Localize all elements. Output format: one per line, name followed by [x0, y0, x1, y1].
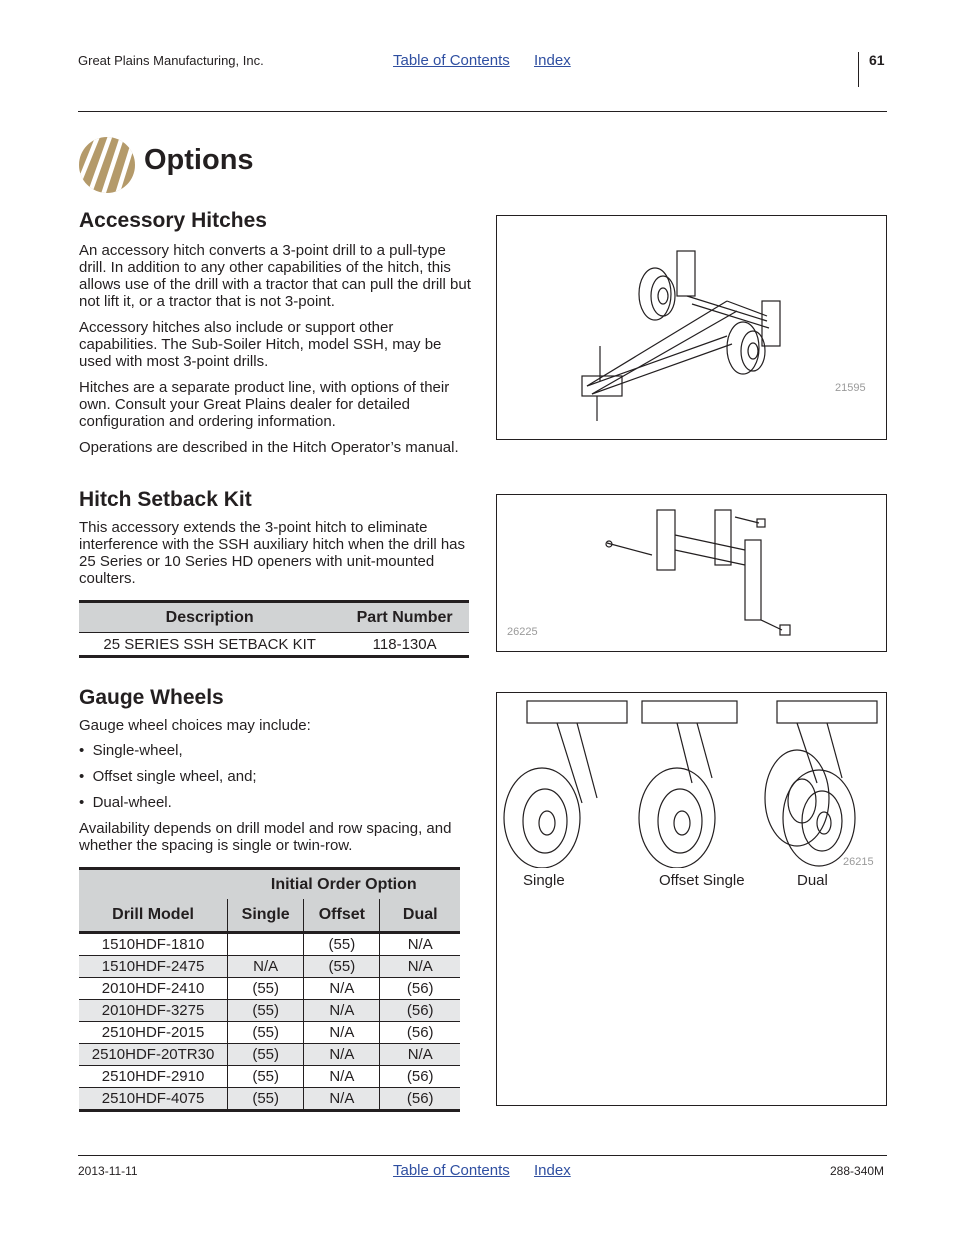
- gauge-wheel-table: [79, 867, 460, 1112]
- table-cell: 25 SERIES SSH SETBACK KIT: [79, 633, 340, 657]
- table-cell: (55): [228, 1088, 304, 1111]
- table-row: [79, 1066, 460, 1088]
- column-header: Description: [79, 602, 340, 633]
- table-cell: (55): [304, 933, 380, 956]
- table-cell: (56): [380, 1088, 460, 1111]
- table-cell: 2510HDF-2910: [79, 1066, 228, 1088]
- paragraph: An accessory hitch converts a 3-point drill to a pull-type drill. In addition to any other capabilities of the hitch, this allows use of the drill with a tractor that can pull the drill but not lift it, or a tractor that is not 3-point.: [79, 242, 471, 310]
- table-cell: (55): [304, 956, 380, 978]
- index-link[interactable]: Index: [534, 1162, 571, 1179]
- gauge-wheels-intro: Gauge wheel choices may include:: [79, 717, 311, 734]
- paragraph: Operations are described in the Hitch Operator’s manual.: [79, 439, 459, 456]
- table-cell: (55): [228, 1000, 304, 1022]
- table-cell: 2010HDF-3275: [79, 1000, 228, 1022]
- page-number: 61: [869, 52, 885, 68]
- list-item-text: Offset single wheel, and;: [92, 768, 257, 785]
- list-item: • Single-wheel,: [79, 742, 183, 759]
- table-cell: (55): [228, 1066, 304, 1088]
- table-cell: 1510HDF-2475: [79, 956, 228, 978]
- table-cell: N/A: [380, 1044, 460, 1066]
- table-cell: N/A: [228, 956, 304, 978]
- gauge-wheels-illustration: [497, 693, 886, 868]
- hitch-setback-heading: Hitch Setback Kit: [79, 488, 252, 511]
- gauge-wheels-figure: [496, 692, 887, 1106]
- table-row: [79, 1044, 460, 1066]
- figure-number: 26215: [843, 856, 874, 868]
- table-cell: N/A: [304, 1044, 380, 1066]
- gauge-wheels-heading: Gauge Wheels: [79, 686, 224, 709]
- accessory-hitches-heading: Accessory Hitches: [79, 209, 267, 232]
- hitch-setback-text: [79, 519, 474, 596]
- figure-number: 21595: [835, 382, 866, 394]
- list-item: • Offset single wheel, and;: [79, 768, 257, 785]
- table-row: [79, 933, 460, 956]
- accessory-hitches-text: [79, 242, 474, 465]
- hitch-figure: [496, 215, 887, 440]
- document-number: 288-340M: [830, 1164, 885, 1178]
- footer-rule: [78, 1155, 887, 1156]
- column-header: Part Number: [340, 602, 469, 633]
- list-item-text: Single-wheel,: [92, 742, 183, 759]
- table-cell: N/A: [304, 1022, 380, 1044]
- table-cell: N/A: [304, 1088, 380, 1111]
- list-item-text: Dual-wheel.: [92, 794, 172, 811]
- index-link[interactable]: Index: [534, 52, 571, 69]
- table-cell: N/A: [304, 978, 380, 1000]
- table-cell: (56): [380, 1000, 460, 1022]
- column-header: Single: [228, 899, 304, 933]
- figure-number: 26225: [507, 626, 538, 638]
- paragraph: Hitches are a separate product line, with options of their own. Consult your Great Plains dealer for detailed configuration and ordering information.: [79, 379, 450, 430]
- header-divider: [858, 52, 859, 87]
- table-cell: N/A: [304, 1000, 380, 1022]
- caption-dual: Dual: [797, 872, 828, 889]
- table-of-contents-link[interactable]: Table of Contents: [393, 1162, 510, 1179]
- table-cell: 118-130A: [340, 633, 469, 657]
- paragraph: Accessory hitches also include or support other capabilities. The Sub-Soiler Hitch, model SSH, may be used with most 3-point drills.: [79, 319, 442, 370]
- table-cell: N/A: [304, 1066, 380, 1088]
- table-row: [79, 1022, 460, 1044]
- table-row: [79, 956, 460, 978]
- gauge-wheels-availability: [79, 820, 474, 863]
- table-cell: N/A: [380, 933, 460, 956]
- setback-figure: [496, 494, 887, 652]
- table-cell: (56): [380, 1066, 460, 1088]
- table-cell: 2510HDF-4075: [79, 1088, 228, 1111]
- table-row: [79, 978, 460, 1000]
- table-cell: [228, 933, 304, 956]
- table-cell: (55): [228, 1022, 304, 1044]
- table-cell: 1510HDF-1810: [79, 933, 228, 956]
- column-header: Dual: [380, 899, 460, 933]
- table-cell: (55): [228, 1044, 304, 1066]
- table-of-contents-link[interactable]: Table of Contents: [393, 52, 510, 69]
- caption-single: Single: [523, 872, 565, 889]
- table-cell: (56): [380, 978, 460, 1000]
- company-name: Great Plains Manufacturing, Inc.: [78, 53, 264, 68]
- paragraph: This accessory extends the 3-point hitch to eliminate interference with the SSH auxiliary hitch when the drill has 25 Series or 10 Series HD openers with unit-mounted coulters.: [79, 519, 466, 587]
- table-cell: 2010HDF-2410: [79, 978, 228, 1000]
- table-cell: (56): [380, 1022, 460, 1044]
- setback-kit-table: [79, 600, 469, 658]
- column-header: Drill Model: [79, 899, 228, 933]
- column-header: Offset: [304, 899, 380, 933]
- group-header: Initial Order Option: [228, 869, 460, 900]
- table-row: [79, 1000, 460, 1022]
- table-cell: (55): [228, 978, 304, 1000]
- setback-kit-illustration: [497, 495, 886, 651]
- table-cell: 2510HDF-20TR30: [79, 1044, 228, 1066]
- table-cell: N/A: [380, 956, 460, 978]
- footer-date: 2013-11-11: [78, 1164, 138, 1178]
- table-row: [79, 633, 469, 657]
- accessory-hitch-illustration: [497, 216, 886, 439]
- caption-offset-single: Offset Single: [659, 872, 745, 889]
- table-row: [79, 1088, 460, 1111]
- great-plains-logo-icon: [78, 136, 136, 194]
- list-item: • Dual-wheel.: [79, 794, 172, 811]
- paragraph: Availability depends on drill model and row spacing, and whether the spacing is single or twin-row.: [79, 820, 452, 854]
- header-rule: [78, 111, 887, 112]
- page-title: Options: [144, 144, 254, 176]
- table-cell: 2510HDF-2015: [79, 1022, 228, 1044]
